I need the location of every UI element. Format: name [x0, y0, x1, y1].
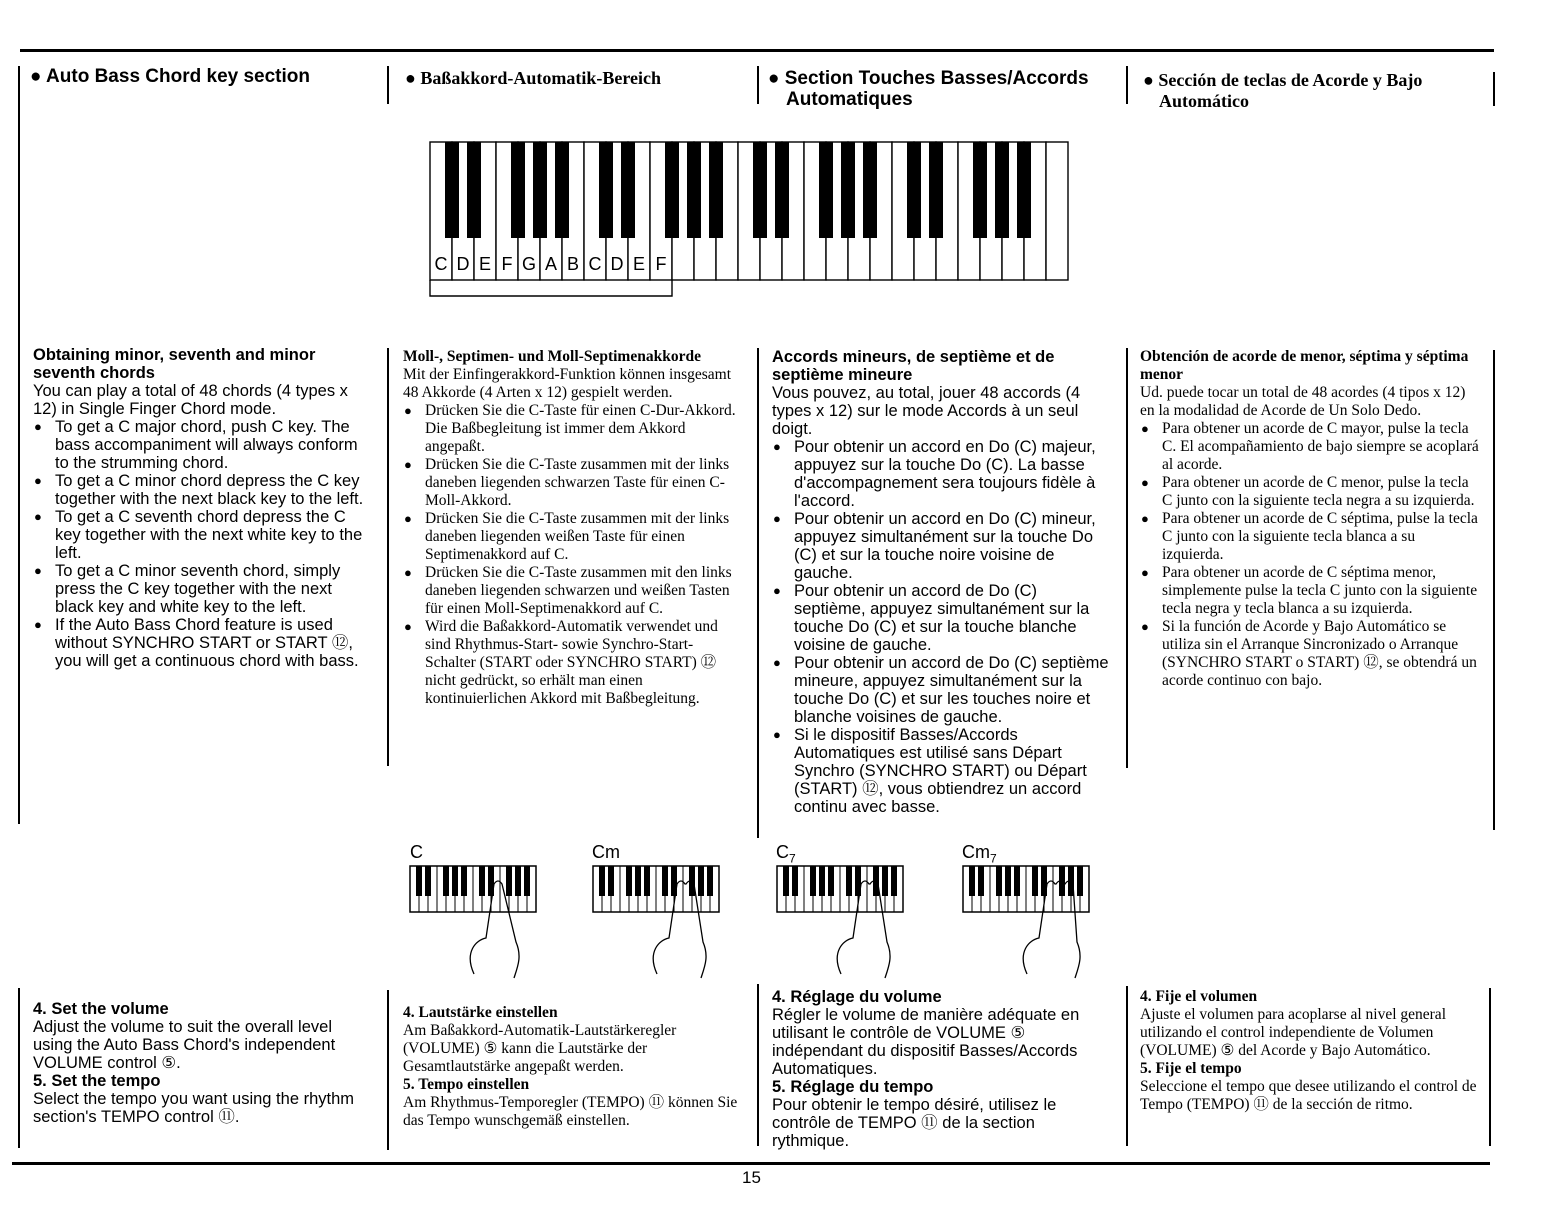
key-note-label: C [588, 254, 602, 274]
list-item: ● To get a C major chord, push C key. The bass accompaniment will always conform to the strumming chord. [33, 418, 373, 472]
key-note-label: D [456, 254, 470, 274]
list-item: ● Pour obtenir un accord de Do (C) septième mineure, appuyez simultanément sur la touche Do (C) et sur les touches noire et blanche voisines de gauche. [772, 654, 1112, 726]
volume-title: 4. Réglage du volume [772, 988, 942, 1006]
black-key [978, 866, 984, 896]
black-key [445, 142, 459, 238]
chords-intro: Ud. puede tocar un total de 48 acordes (4 tipos x 12) en la modalidad de Acorde de Un Solo Dedo. [1140, 384, 1466, 419]
column-separator [1493, 350, 1495, 830]
column-separator [1489, 988, 1491, 1146]
heading-fr: ● Section Touches Basses/Accords Automatiques [768, 68, 1089, 110]
black-key [698, 866, 704, 896]
key-note-label: D [610, 254, 624, 274]
black-key [555, 142, 569, 238]
list-item: ● To get a C seventh chord depress the C key together with the next white key to the left. [33, 508, 373, 562]
list-item: ● Pour obtenir un accord en Do (C) majeur, appuyez sur la touche Do (C). La basse d'accompagnement sera toujours fidèle à l'accord. [772, 438, 1112, 510]
column-es-steps [1140, 988, 1480, 1114]
tempo-title: 5. Tempo einstellen [403, 1076, 530, 1093]
black-key [995, 142, 1009, 238]
black-key [621, 142, 635, 238]
volume-text: Am Baßakkord-Automatik-Lautstärkeregler (VOLUME) ⑤ kann die Lautstärke der Gesamtlautstärke angepaßt werden. [403, 1022, 677, 1075]
key-note-label: A [544, 254, 558, 274]
black-key [662, 866, 668, 896]
heading-es: ● Sección de teclas de Acorde y Bajo Automático [1143, 70, 1423, 111]
black-key [1005, 866, 1011, 896]
key-note-label: F [655, 254, 667, 274]
black-key [524, 866, 530, 896]
chord-bullet-list [33, 418, 373, 670]
list-item: ● Drücken Sie die C-Taste für einen C-Dur-Akkord. Die Baßbegleitung ist immer dem Akkord angepaßt. [403, 402, 743, 456]
column-separator [18, 988, 20, 1148]
tempo-title: 5. Set the tempo [33, 1072, 161, 1090]
chord-range-bracket [430, 280, 672, 296]
black-key [969, 866, 975, 896]
black-key [1077, 866, 1083, 896]
black-key [973, 142, 987, 238]
key-note-label: E [478, 254, 492, 274]
black-key [929, 142, 943, 238]
column-separator [18, 66, 20, 824]
list-item: ● Wird die Baßakkord-Automatik verwendet und sind Rhythmus-Start- sowie Synchro-Start-Schalter (START oder SYNCHRO START) ⑫ nicht gedrückt, so erhält man einen kontinuierlichen Akkord mit Baßbegleitung. [403, 618, 743, 708]
column-en-chords [33, 346, 373, 670]
chord-label-c7: $C_7$ [776, 842, 796, 866]
tempo-text: Pour obtenir le tempo désiré, utilisez le contrôle de TEMPO ⑪ de la section rythmique. [772, 1096, 1057, 1150]
chord-label-cm7: $Cm_7$ [962, 842, 997, 866]
black-key [452, 866, 458, 896]
black-key [792, 866, 798, 896]
list-item: ● Para obtener un acorde de C séptima menor, simplemente pulse la tecla C junto con la siguiente tecla negra y tecla blanca a su izquierda. [1140, 564, 1480, 618]
black-key [1014, 866, 1020, 896]
black-key [819, 142, 833, 238]
tempo-text: Am Rhythmus-Temporegler (TEMPO) ⑪ können Sie das Tempo wunschgemäß einstellen. [403, 1094, 738, 1129]
black-key [467, 142, 481, 238]
column-separator [757, 984, 759, 1146]
black-key [783, 866, 789, 896]
black-key [863, 142, 877, 238]
column-es-chords [1140, 348, 1480, 690]
black-key [416, 866, 422, 896]
heading-de: ● Baßakkord-Automatik-Bereich [405, 68, 662, 88]
black-key [515, 866, 521, 896]
black-key [511, 142, 525, 238]
chords-title: Obtención de acorde de menor, séptima y séptima menor [1140, 348, 1469, 383]
black-key [687, 142, 701, 238]
black-key [891, 866, 897, 896]
chords-title: Accords mineurs, de septième et de septième mineure [772, 348, 1055, 384]
volume-title: 4. Lautstärke einstellen [403, 1004, 558, 1021]
chord-keyboard-cm7 [961, 864, 1095, 984]
top-rule [20, 49, 1494, 52]
black-key [608, 866, 614, 896]
column-separator [1126, 66, 1128, 104]
black-key [599, 866, 605, 896]
chords-title: Moll-, Septimen- und Moll-Septimenakkorde [403, 348, 701, 365]
list-item: ● To get a C minor seventh chord, simply press the C key together with the next black key and white key to the left. [33, 562, 373, 616]
black-key [461, 866, 467, 896]
black-key [775, 142, 789, 238]
black-key [709, 142, 723, 238]
key-note-label: B [566, 254, 580, 274]
list-item: ● Para obtener un acorde de C menor, pulse la tecla C junto con la siguiente tecla negra a su izquierda. [1140, 474, 1480, 510]
page-number: 15 [742, 1168, 761, 1187]
black-key [819, 866, 825, 896]
column-separator [757, 66, 759, 104]
chord-label-c: C [410, 842, 423, 862]
black-key [907, 142, 921, 238]
column-separator [757, 348, 759, 838]
chord-keyboard-c [408, 864, 542, 984]
black-key [707, 866, 713, 896]
black-key [828, 866, 834, 896]
black-key [1032, 866, 1038, 896]
volume-title: 4. Set the volume [33, 1000, 169, 1018]
black-key [841, 142, 855, 238]
column-separator [387, 348, 389, 766]
list-item: ● Drücken Sie die C-Taste zusammen mit der links daneben liegenden schwarzen Taste für einen C-Moll-Akkord. [403, 456, 743, 510]
black-key [506, 866, 512, 896]
black-key [665, 142, 679, 238]
key-note-label: E [632, 254, 646, 274]
key-note-label: C [434, 254, 448, 274]
column-fr-chords [772, 348, 1112, 816]
heading-en: ● Auto Bass Chord key section [30, 66, 310, 87]
list-item: ● Si la función de Acorde y Bajo Automático se utiliza sin el Arranque Sincronizado o Arranque (SYNCHRO START o START) ⑫, se obtendrá un acorde continuo con bajo. [1140, 618, 1480, 690]
volume-text: Ajuste el volumen para acoplarse al nivel general utilizando el control independiente de Volumen (VOLUME) ⑤ del Acorde y Bajo Automático. [1140, 1006, 1446, 1059]
black-key [810, 866, 816, 896]
chord-label-cm: Cm [592, 842, 620, 862]
list-item: ● Para obtener un acorde de C mayor, pulse la tecla C. El acompañamiento de bajo siempre se acoplará al acorde. [1140, 420, 1480, 474]
column-separator [1126, 348, 1128, 768]
black-key [443, 866, 449, 896]
column-en-steps [33, 1000, 373, 1126]
chords-title: Obtaining minor, seventh and minor seventh chords [33, 346, 316, 382]
chords-intro: Mit der Einfingerakkord-Funktion können insgesamt 48 Akkorde (4 Arten x 12) gespielt werden. [403, 366, 732, 401]
column-separator [387, 66, 389, 104]
list-item: ● Drücken Sie die C-Taste zusammen mit den links daneben liegenden schwarzen und weißen Tasten für einen Moll-Septimenakkord auf C. [403, 564, 743, 618]
chord-keyboard-cm [591, 864, 725, 984]
list-item: ● Drücken Sie die C-Taste zusammen mit der links daneben liegenden weißen Taste für einen Septimenakkord auf C. [403, 510, 743, 564]
bottom-rule [12, 1162, 1490, 1165]
black-key [846, 866, 852, 896]
black-key [425, 866, 431, 896]
key-note-label: F [501, 254, 513, 274]
chord-keyboard-c7 [775, 864, 909, 984]
white-key [1046, 142, 1068, 280]
volume-title: 4. Fije el volumen [1140, 988, 1258, 1005]
list-item: ● Pour obtenir un accord en Do (C) mineur, appuyez simultanément sur la touche Do (C) et sur la touche noire voisine de gauche. [772, 510, 1112, 582]
black-key [533, 142, 547, 238]
list-item: ● Si le dispositif Basses/Accords Automatiques est utilisé sans Départ Synchro (SYNCHRO START) ou Départ (START) ⑫, vous obtiendrez un accord continu avec basse. [772, 726, 1112, 816]
tempo-title: 5. Réglage du tempo [772, 1078, 934, 1096]
chord-bullet-list [772, 438, 1112, 816]
list-item: ● Pour obtenir un accord de Do (C) septième, appuyez simultanément sur la touche Do (C) et sur la touche blanche voisine de gauche. [772, 582, 1112, 654]
volume-text: Adjust the volume to suit the overall level using the Auto Bass Chord's independent VOLUME control ⑤. [33, 1018, 336, 1072]
list-item: ● To get a C minor chord depress the C key together with the next black key to the left. [33, 472, 373, 508]
tempo-text: Select the tempo you want using the rhythm section's TEMPO control ⑪. [33, 1090, 355, 1126]
list-item: ● If the Auto Bass Chord feature is used without SYNCHRO START or START ⑫, you will get a continuous chord with bass. [33, 616, 373, 670]
black-key [599, 142, 613, 238]
black-key [1017, 142, 1031, 238]
black-key [882, 866, 888, 896]
key-note-label: G [521, 254, 537, 274]
black-key [626, 866, 632, 896]
keyboard-diagram [425, 140, 1087, 300]
chords-intro: Vous pouvez, au total, jouer 48 accords (4 types x 12) sur le mode Accords à un seul doigt. [772, 384, 1081, 438]
volume-text: Régler le volume de manière adéquate en utilisant le contrôle de VOLUME ⑤ indépendant du dispositif Basses/Accords Automatiques. [772, 1006, 1080, 1078]
list-item: ● Para obtener un acorde de C séptima, pulse la tecla C junto con la siguiente tecla blanca a su izquierda. [1140, 510, 1480, 564]
black-key [996, 866, 1002, 896]
chord-bullet-list [1140, 420, 1480, 690]
black-key [753, 142, 767, 238]
black-key [644, 866, 650, 896]
column-separator [387, 990, 389, 1150]
chord-bullet-list [403, 402, 743, 708]
chords-intro: You can play a total of 48 chords (4 types x 12) in Single Finger Chord mode. [33, 382, 348, 418]
column-separator [1126, 986, 1128, 1146]
black-key [479, 866, 485, 896]
tempo-title: 5. Fije el tempo [1140, 1060, 1242, 1077]
black-key [635, 866, 641, 896]
tempo-text: Seleccione el tempo que desee utilizando el control de Tempo (TEMPO) ⑪ de la sección de ritmo. [1140, 1078, 1477, 1113]
column-de-steps [403, 1004, 743, 1130]
column-fr-steps [772, 988, 1112, 1150]
column-de-chords [403, 348, 743, 708]
